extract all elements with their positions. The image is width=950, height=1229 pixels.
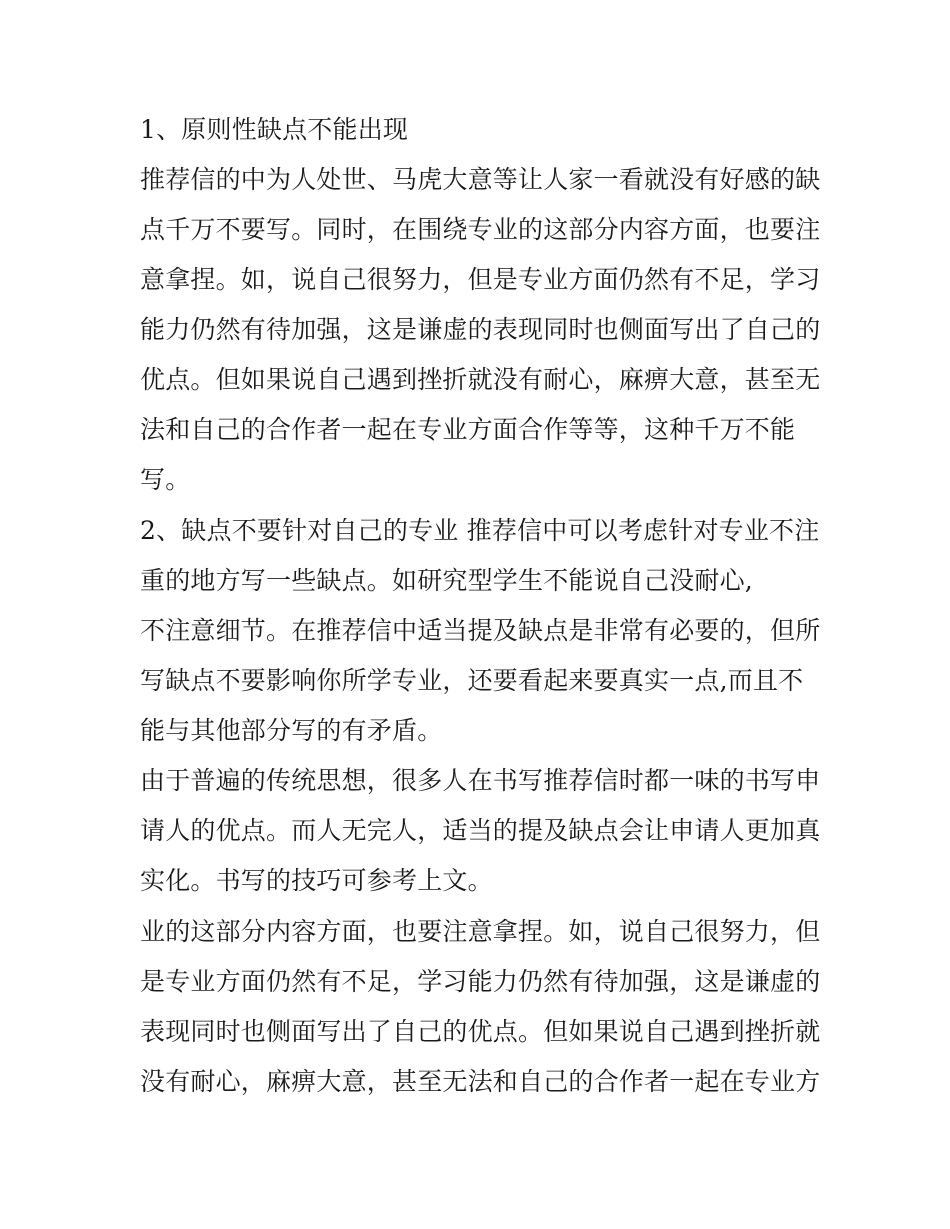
- paragraph-line: 请人的优点。而人无完人，适当的提及缺点会让申请人更加真: [140, 816, 821, 845]
- paragraph-line: 写。: [140, 465, 191, 494]
- heading-1: 1、原则性缺点不能出现: [140, 115, 409, 144]
- paragraph-line: 实化。书写的技巧可参考上文。: [140, 866, 493, 895]
- paragraph-line: 意拿捏。如，说自己很努力，但是专业方面仍然有不足，学习: [140, 265, 821, 294]
- paragraph-line: 写缺点不要影响你所学专业，还要看起来要真实一点,而且不: [140, 666, 804, 695]
- paragraph-line: 能与其他部分写的有矛盾。: [140, 716, 443, 745]
- paragraph-line: 点千万不要写。同时，在围绕专业的这部分内容方面，也要注: [140, 215, 821, 244]
- paragraph-line: 优点。但如果说自己遇到挫折就没有耐心，麻痹大意，甚至无: [140, 365, 821, 394]
- heading-2: 2、缺点不要针对自己的专业 推荐信中可以考虑针对专业不注: [140, 516, 820, 545]
- paragraph-line: 表现同时也侧面写出了自己的优点。但如果说自己遇到挫折就: [140, 1017, 821, 1046]
- paragraph-line: 由于普遍的传统思想，很多人在书写推荐信时都一味的书写申: [140, 766, 821, 795]
- paragraph-line: 没有耐心，麻痹大意，甚至无法和自己的合作者一起在专业方: [140, 1067, 821, 1096]
- paragraph-line: 推荐信的中为人处世、马虎大意等让人家一看就没有好感的缺: [140, 165, 821, 194]
- paragraph-line: 能力仍然有待加强，这是谦虚的表现同时也侧面写出了自己的: [140, 315, 821, 344]
- paragraph-line: 是专业方面仍然有不足，学习能力仍然有待加强，这是谦虚的: [140, 967, 821, 996]
- paragraph-line: 不注意细节。在推荐信中适当提及缺点是非常有必要的，但所: [140, 616, 821, 645]
- paragraph-line: 重的地方写一些缺点。如研究型学生不能说自己没耐心,: [140, 566, 753, 595]
- paragraph-line: 法和自己的合作者一起在专业方面合作等等，这种千万不能: [140, 415, 796, 444]
- paragraph-line: 业的这部分内容方面，也要注意拿捏。如，说自己很努力，但: [140, 917, 821, 946]
